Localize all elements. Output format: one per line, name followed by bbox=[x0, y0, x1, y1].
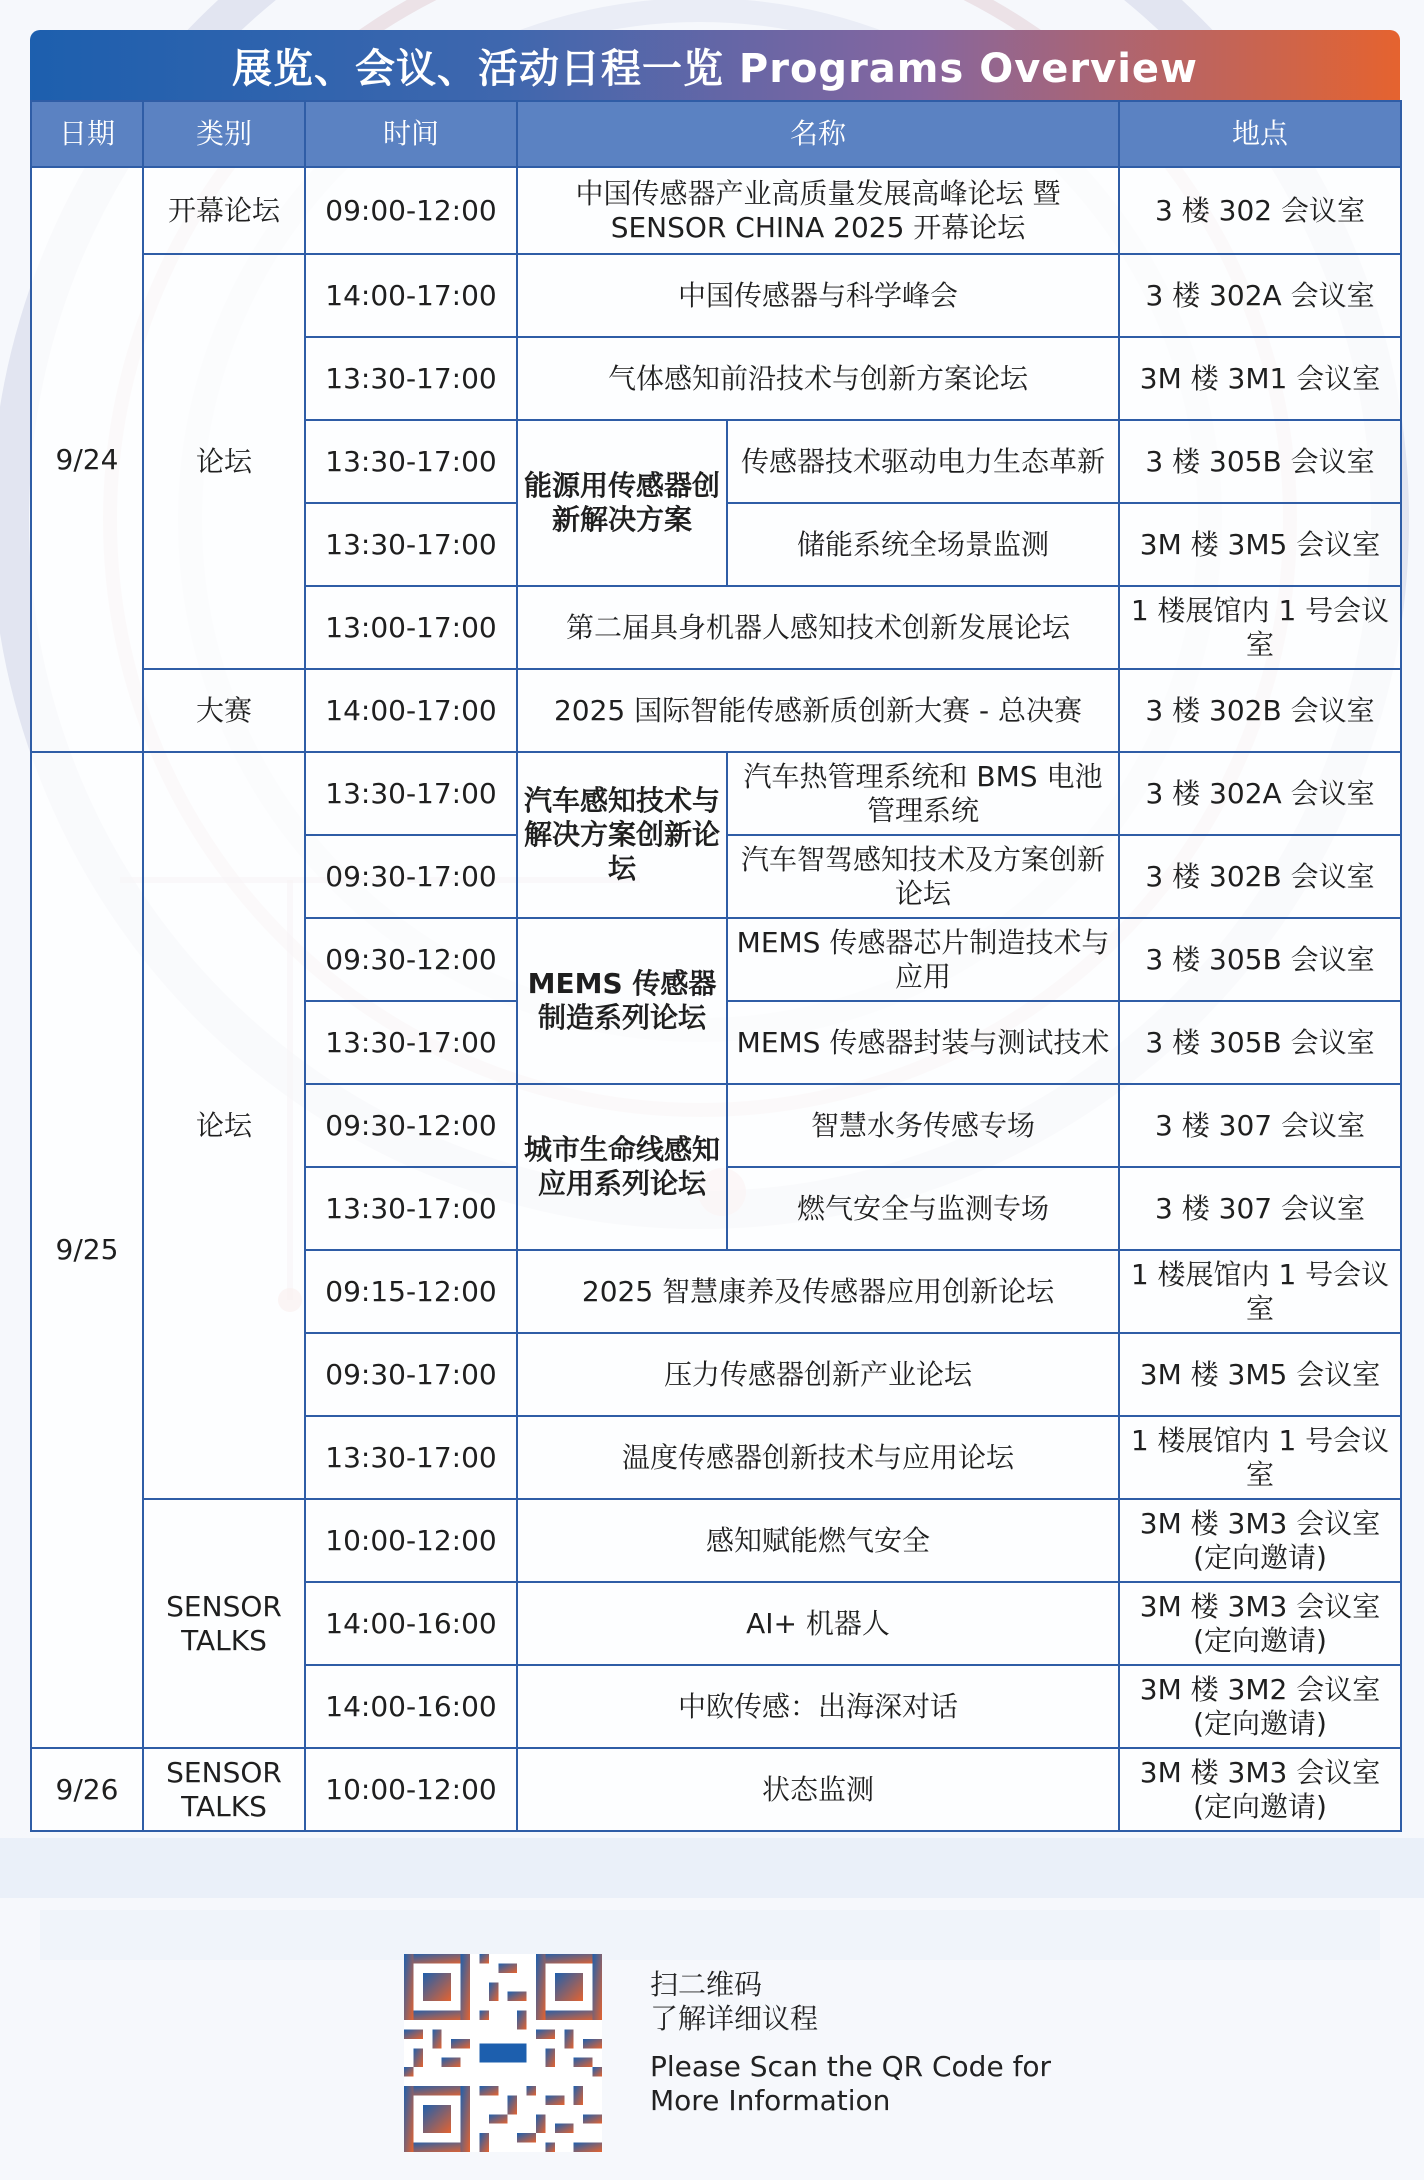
table-row bbox=[31, 752, 1401, 835]
date-cell: 9/25 bbox=[31, 752, 143, 1748]
category-cell: 论坛 bbox=[143, 752, 305, 1499]
program-group-cell: 汽车感知技术与解决方案创新论坛 bbox=[517, 752, 727, 918]
program-name-cell: 传感器技术驱动电力生态革新 bbox=[727, 420, 1119, 503]
program-name-cell: 压力传感器创新产业论坛 bbox=[517, 1333, 1119, 1416]
category-cell: 大赛 bbox=[143, 669, 305, 752]
date-cell: 9/26 bbox=[31, 1748, 143, 1831]
location-cell: 3 楼 305B 会议室 bbox=[1119, 918, 1401, 1001]
time-cell: 13:30-17:00 bbox=[305, 1416, 517, 1499]
location-cell: 3 楼 302A 会议室 bbox=[1119, 254, 1401, 337]
category-cell: 论坛 bbox=[143, 254, 305, 669]
time-cell: 13:30-17:00 bbox=[305, 503, 517, 586]
location-cell: 1 楼展馆内 1 号会议室 bbox=[1119, 586, 1401, 669]
program-name-cell: 2025 国际智能传感新质创新大赛 - 总决赛 bbox=[517, 669, 1119, 752]
time-cell: 13:30-17:00 bbox=[305, 420, 517, 503]
time-cell: 13:30-17:00 bbox=[305, 1167, 517, 1250]
schedule-table bbox=[30, 100, 1402, 1832]
program-name-cell: 温度传感器创新技术与应用论坛 bbox=[517, 1416, 1119, 1499]
programs-overview bbox=[30, 30, 1400, 1832]
program-group-cell: MEMS 传感器制造系列论坛 bbox=[517, 918, 727, 1084]
table-row bbox=[31, 1748, 1401, 1831]
program-name-cell: 汽车热管理系统和 BMS 电池管理系统 bbox=[727, 752, 1119, 835]
program-group-cell: 城市生命线感知应用系列论坛 bbox=[517, 1084, 727, 1250]
time-cell: 13:30-17:00 bbox=[305, 752, 517, 835]
location-cell: 3 楼 302 会议室 bbox=[1119, 167, 1401, 254]
scan-text-cn-line1: 扫二维码 bbox=[650, 1968, 763, 2001]
scan-text-en-line1: Please Scan the QR Code for bbox=[650, 2050, 1052, 2083]
location-cell: 3 楼 302A 会议室 bbox=[1119, 752, 1401, 835]
program-name-cell: 中国传感器与科学峰会 bbox=[517, 254, 1119, 337]
program-group-cell: 能源用传感器创新解决方案 bbox=[517, 420, 727, 586]
location-cell: 3M 楼 3M1 会议室 bbox=[1119, 337, 1401, 420]
time-cell: 09:30-12:00 bbox=[305, 1084, 517, 1167]
column-header-time: 时间 bbox=[305, 101, 517, 167]
location-cell: 1 楼展馆内 1 号会议室 bbox=[1119, 1250, 1401, 1333]
table-row bbox=[31, 254, 1401, 337]
scan-text-en-line2: More Information bbox=[650, 2084, 891, 2117]
time-cell: 09:30-17:00 bbox=[305, 1333, 517, 1416]
time-cell: 10:00-12:00 bbox=[305, 1499, 517, 1582]
location-cell: 3 楼 307 会议室 bbox=[1119, 1167, 1401, 1250]
table-row bbox=[31, 1499, 1401, 1582]
program-name-cell: 状态监测 bbox=[517, 1748, 1119, 1831]
time-cell: 09:00-12:00 bbox=[305, 167, 517, 254]
location-cell: 1 楼展馆内 1 号会议室 bbox=[1119, 1416, 1401, 1499]
column-header-date: 日期 bbox=[31, 101, 143, 167]
column-header-location: 地点 bbox=[1119, 101, 1401, 167]
time-cell: 09:15-12:00 bbox=[305, 1250, 517, 1333]
qr-instructions bbox=[650, 1968, 1051, 2118]
time-cell: 14:00-16:00 bbox=[305, 1582, 517, 1665]
location-cell: 3M 楼 3M3 会议室 (定向邀请) bbox=[1119, 1499, 1401, 1582]
qr-section bbox=[404, 1954, 1224, 2154]
column-header-category: 类别 bbox=[143, 101, 305, 167]
category-cell: 开幕论坛 bbox=[143, 167, 305, 254]
table-row bbox=[31, 167, 1401, 254]
location-cell: 3M 楼 3M5 会议室 bbox=[1119, 1333, 1401, 1416]
program-name-cell: 感知赋能燃气安全 bbox=[517, 1499, 1119, 1582]
time-cell: 13:30-17:00 bbox=[305, 1001, 517, 1084]
program-name-cell: 智慧水务传感专场 bbox=[727, 1084, 1119, 1167]
program-name-cell: AI+ 机器人 bbox=[517, 1582, 1119, 1665]
category-cell: SENSOR TALKS bbox=[143, 1748, 305, 1831]
table-header-row bbox=[31, 101, 1401, 167]
time-cell: 13:00-17:00 bbox=[305, 586, 517, 669]
date-cell: 9/24 bbox=[31, 167, 143, 752]
program-name-cell: 中欧传感：出海深对话 bbox=[517, 1665, 1119, 1748]
time-cell: 14:00-16:00 bbox=[305, 1665, 517, 1748]
time-cell: 09:30-12:00 bbox=[305, 918, 517, 1001]
location-cell: 3M 楼 3M3 会议室 (定向邀请) bbox=[1119, 1582, 1401, 1665]
page-title: 展览、会议、活动日程一览 Programs Overview bbox=[30, 30, 1400, 100]
scan-text-cn-line2: 了解详细议程 bbox=[650, 2002, 819, 2035]
program-name-cell: MEMS 传感器芯片制造技术与应用 bbox=[727, 918, 1119, 1001]
category-cell: SENSOR TALKS bbox=[143, 1499, 305, 1748]
location-cell: 3 楼 302B 会议室 bbox=[1119, 835, 1401, 918]
time-cell: 09:30-17:00 bbox=[305, 835, 517, 918]
program-name-cell: 2025 智慧康养及传感器应用创新论坛 bbox=[517, 1250, 1119, 1333]
program-name-cell: 储能系统全场景监测 bbox=[727, 503, 1119, 586]
time-cell: 14:00-17:00 bbox=[305, 669, 517, 752]
location-cell: 3 楼 307 会议室 bbox=[1119, 1084, 1401, 1167]
location-cell: 3M 楼 3M2 会议室 (定向邀请) bbox=[1119, 1665, 1401, 1748]
column-header-name: 名称 bbox=[517, 101, 1119, 167]
time-cell: 13:30-17:00 bbox=[305, 337, 517, 420]
location-cell: 3 楼 302B 会议室 bbox=[1119, 669, 1401, 752]
location-cell: 3 楼 305B 会议室 bbox=[1119, 1001, 1401, 1084]
program-name-cell: 第二届具身机器人感知技术创新发展论坛 bbox=[517, 586, 1119, 669]
location-cell: 3 楼 305B 会议室 bbox=[1119, 420, 1401, 503]
qr-code-icon[interactable] bbox=[404, 1954, 602, 2152]
program-name-cell: 汽车智驾感知技术及方案创新论坛 bbox=[727, 835, 1119, 918]
location-cell: 3M 楼 3M5 会议室 bbox=[1119, 503, 1401, 586]
time-cell: 14:00-17:00 bbox=[305, 254, 517, 337]
program-name-cell: 燃气安全与监测专场 bbox=[727, 1167, 1119, 1250]
program-name-cell: MEMS 传感器封装与测试技术 bbox=[727, 1001, 1119, 1084]
table-row bbox=[31, 669, 1401, 752]
time-cell: 10:00-12:00 bbox=[305, 1748, 517, 1831]
program-name-cell: 气体感知前沿技术与创新方案论坛 bbox=[517, 337, 1119, 420]
program-name-cell: 中国传感器产业高质量发展高峰论坛 暨 SENSOR CHINA 2025 开幕论坛 bbox=[517, 167, 1119, 254]
location-cell: 3M 楼 3M3 会议室 (定向邀请) bbox=[1119, 1748, 1401, 1831]
